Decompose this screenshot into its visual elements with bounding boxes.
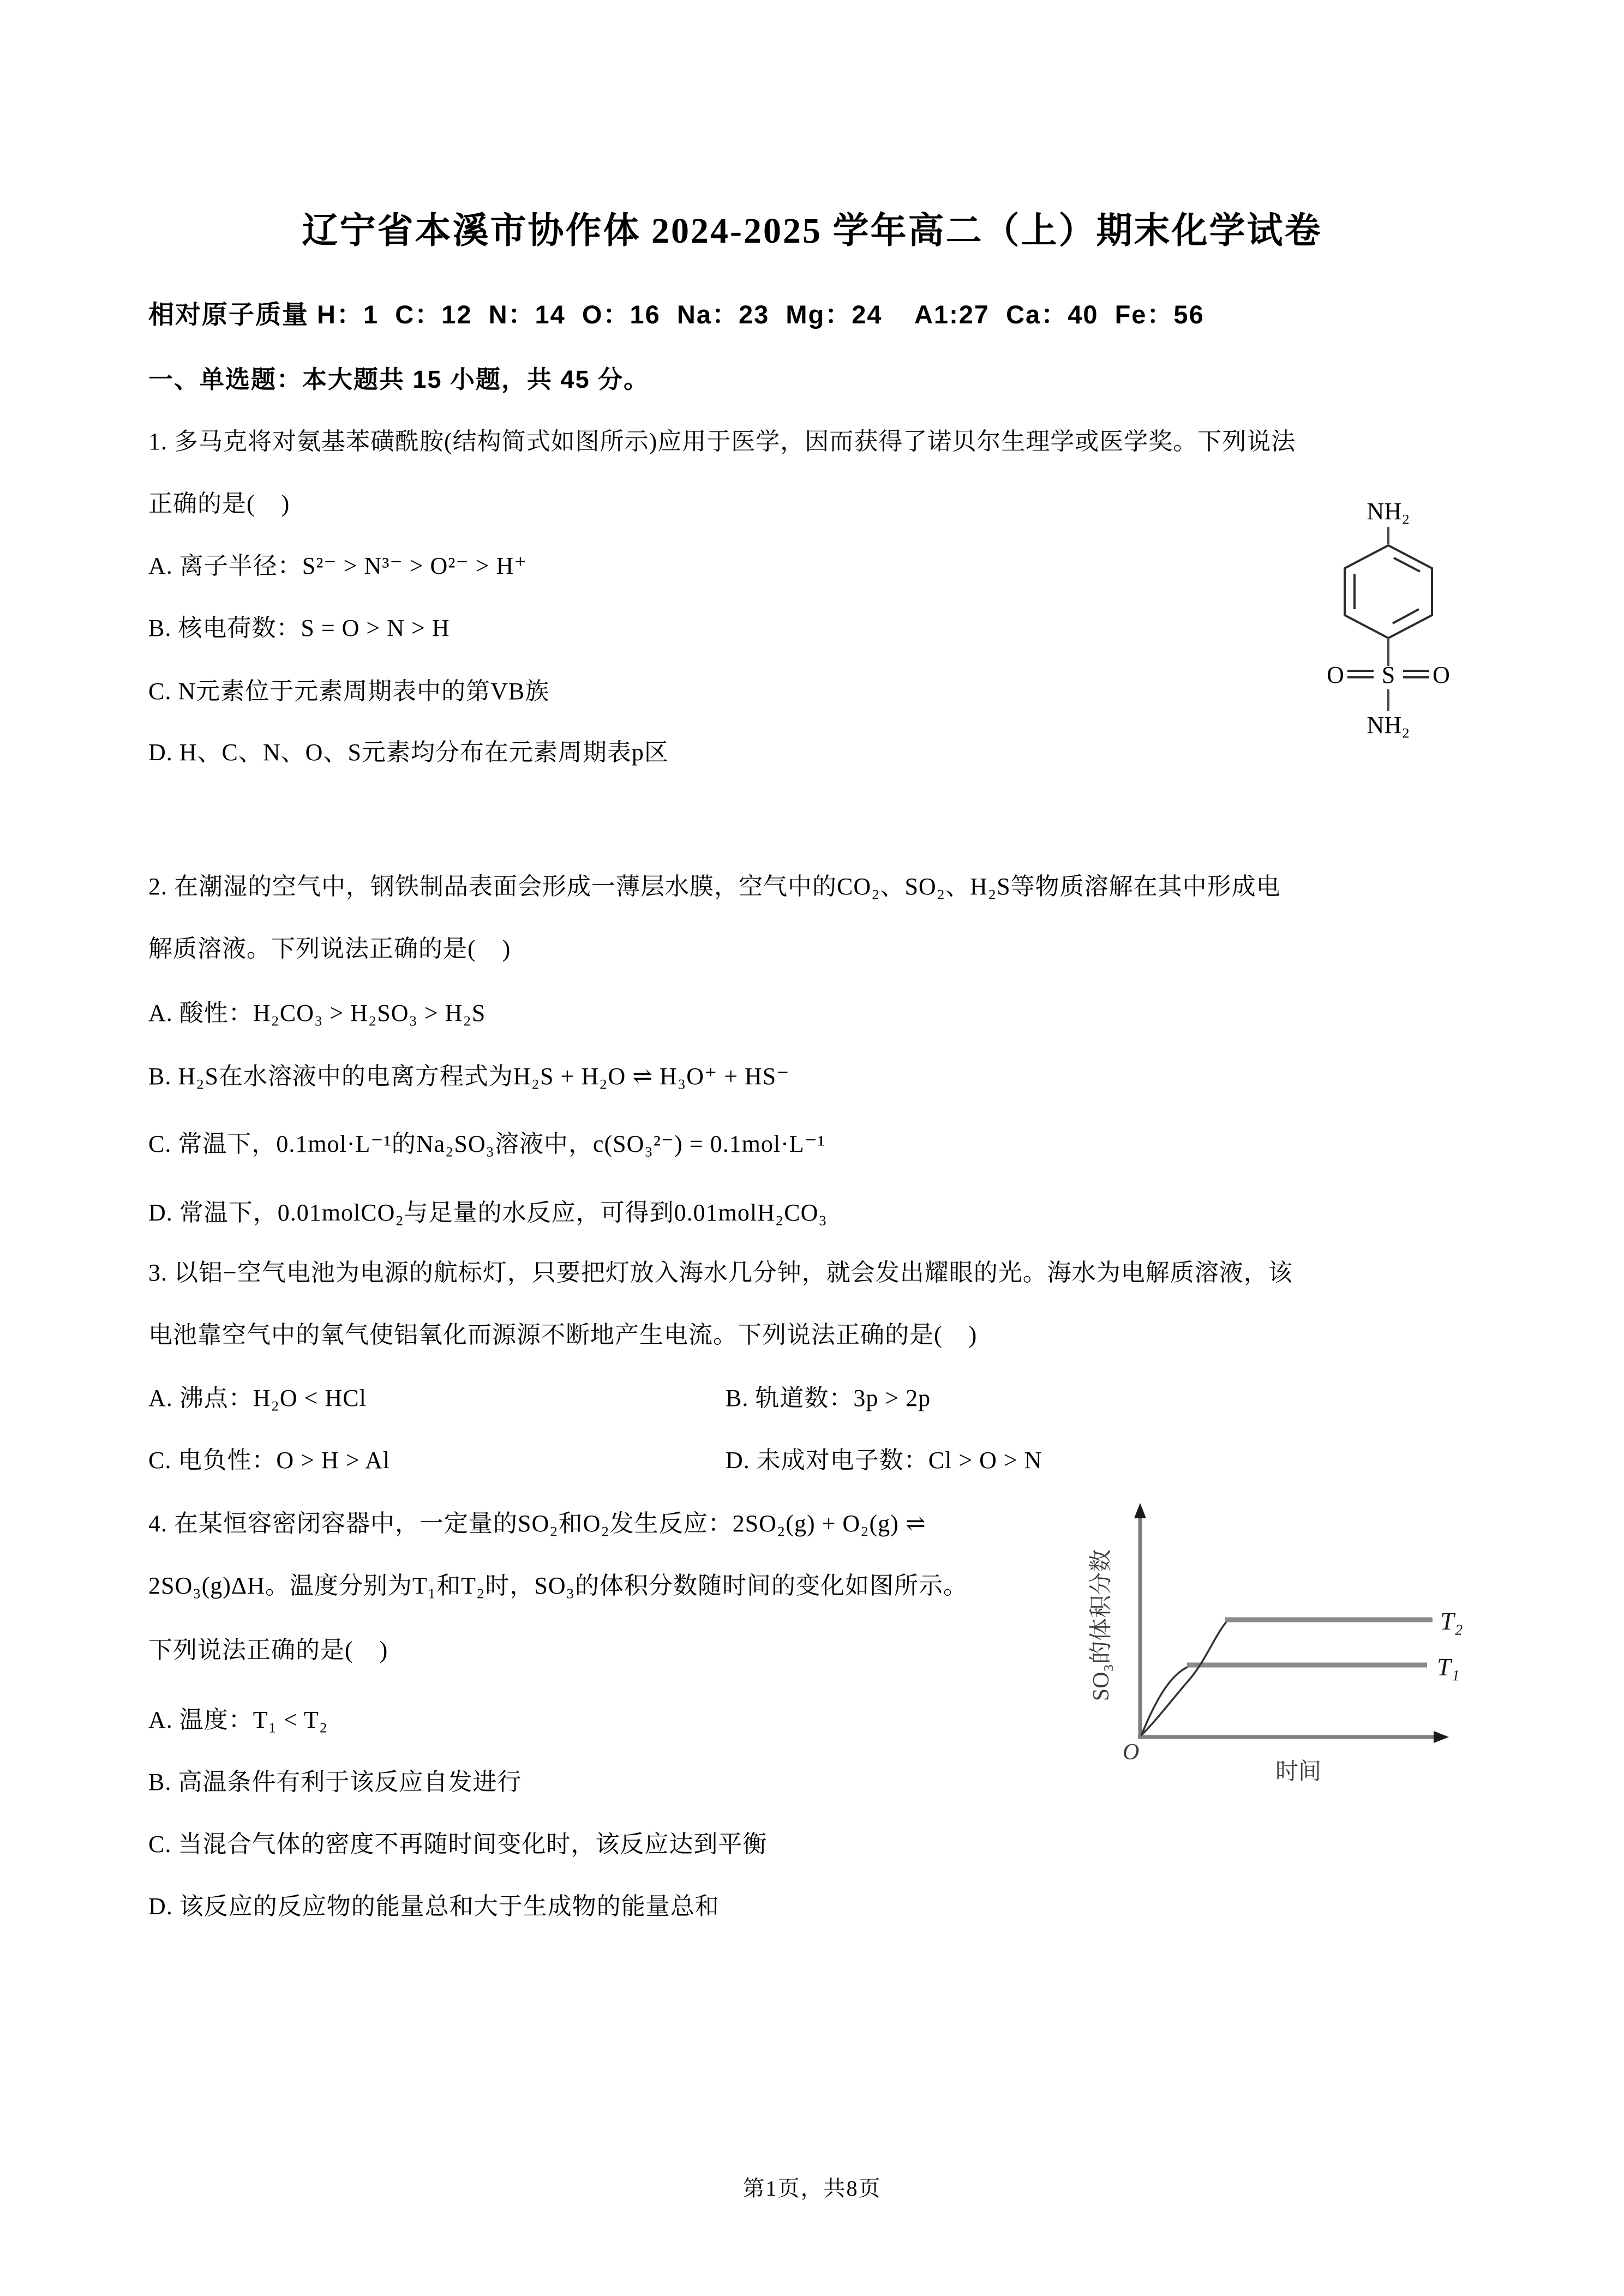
- y-axis-arrow-icon: [1134, 1503, 1146, 1518]
- section-header: 一、单选题：本大题共 15 小题，共 45 分。: [148, 365, 650, 393]
- x-axis-arrow-icon: [1434, 1731, 1449, 1743]
- question-3-option-b: B. 轨道数：3p > 2p: [726, 1385, 931, 1411]
- question-3-option-c: C. 电负性：O > H > Al: [148, 1447, 391, 1474]
- question-1-option-b: B. 核电荷数：S = O > N > H: [148, 615, 450, 641]
- question-1-stem-line-1: 1. 多马克将对氨基苯磺酰胺(结构简式如图所示)应用于医学，因而获得了诺贝尔生理学或医学奖。下列说法: [148, 428, 1296, 455]
- t1-series-label: T₁: [1437, 1653, 1460, 1681]
- question-4-option-a: A. 温度：T₁ < T₂: [148, 1706, 328, 1733]
- question-2-option-d: D. 常温下，0.01molCO₂与足量的水反应，可得到0.01molH₂CO₃: [148, 1199, 828, 1226]
- origin-label: O: [1123, 1740, 1140, 1765]
- question-1-option-a: A. 离子半径：S²⁻ > N³⁻ > O²⁻ > H⁺: [148, 552, 528, 579]
- oxygen-left-label: O: [1327, 662, 1344, 688]
- oxygen-right-label: O: [1433, 662, 1450, 688]
- question-3-option-a: A. 沸点：H₂O < HCl: [148, 1385, 367, 1411]
- y-axis-label: SO₃的体积分数: [1089, 1549, 1114, 1702]
- question-1-stem-line-2: 正确的是( ): [148, 490, 290, 517]
- question-1-option-d: D. H、C、N、O、S元素均分布在元素周期表p区: [148, 739, 669, 766]
- t2-curve: [1141, 1622, 1226, 1735]
- question-2-stem-line-1: 2. 在潮湿的空气中，钢铁制品表面会形成一薄层水膜，空气中的CO₂、SO₂、H₂S等物质溶解在其中形成电: [148, 873, 1281, 900]
- double-bond-line: [1393, 609, 1419, 623]
- question-2-option-b: B. H₂S在水溶液中的电离方程式为H₂S + H₂O ⇌ H₃O⁺ + HS⁻: [148, 1063, 790, 1090]
- question-4-option-d: D. 该反应的反应物的能量总和大于生成物的能量总和: [148, 1893, 720, 1920]
- amide-bottom-label: NH₂: [1367, 712, 1410, 738]
- question-3-stem-line-2: 电池靠空气中的氧气使铝氧化而源源不断地产生电流。下列说法正确的是( ): [148, 1321, 978, 1348]
- so3-volume-fraction-chart: [1080, 1494, 1506, 1811]
- amine-top-label: NH₂: [1367, 498, 1410, 525]
- x-axis-label: 时间: [1275, 1759, 1322, 1784]
- page-title: 辽宁省本溪市协作体 2024-2025 学年高二（上）期末化学试卷: [302, 211, 1322, 251]
- t1-curve: [1141, 1667, 1188, 1735]
- question-2-option-c: C. 常温下，0.1mol·L⁻¹的Na₂SO₃溶液中，c(SO₃²⁻) = 0.1mol·L⁻¹: [148, 1131, 826, 1157]
- question-2-option-a: A. 酸性：H₂CO₃ > H₂SO₃ > H₂S: [148, 1000, 486, 1026]
- page-footer: 第1页，共8页: [742, 2176, 882, 2201]
- question-3-stem-line-1: 3. 以铝−空气电池为电源的航标灯，只要把灯放入海水几分钟，就会发出耀眼的光。海水为电解质溶液，该: [148, 1259, 1293, 1286]
- question-2-stem-line-2: 解质溶液。下列说法正确的是( ): [148, 935, 511, 962]
- question-1-option-c: C. N元素位于元素周期表中的第VB族: [148, 678, 550, 705]
- benzene-ring: [1345, 545, 1432, 638]
- question-4-stem-line-3: 下列说法正确的是( ): [148, 1637, 388, 1663]
- question-4-stem-line-2: 2SO₃(g)ΔH。温度分别为T₁和T₂时，SO₃的体积分数随时间的变化如图所示。: [148, 1572, 968, 1599]
- sulfur-label: S: [1381, 662, 1395, 688]
- t2-series-label: T₂: [1440, 1607, 1463, 1635]
- sulfanilamide-structure-diagram: [1304, 491, 1473, 753]
- question-4-option-b: B. 高温条件有利于该反应自发进行: [148, 1769, 522, 1795]
- question-4-option-c: C. 当混合气体的密度不再随时间变化时，该反应达到平衡: [148, 1831, 768, 1858]
- question-4-stem-line-1: 4. 在某恒容密闭容器中，一定量的SO₂和O₂发生反应：2SO₂(g) + O₂(g) ⇌: [148, 1510, 926, 1537]
- atomic-mass-line: 相对原子质量 H：1 C：12 N：14 O：16 Na：23 Mg：24 A1:27 Ca：40 Fe：56: [148, 300, 1204, 329]
- question-3-option-d: D. 未成对电子数：Cl > O > N: [726, 1447, 1042, 1474]
